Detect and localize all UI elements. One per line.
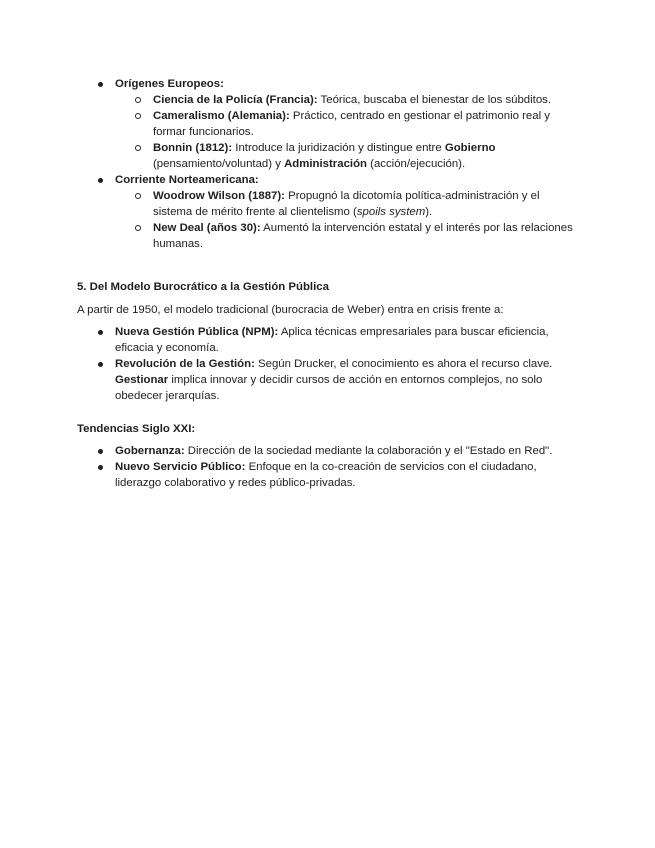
europe-sublist [115,92,575,172]
trends-title: Tendencias Siglo XXI: [77,423,196,435]
item-term: Revolución de la Gestión: [115,358,255,370]
item-desc: Propugnó la dicotomía política-administración y el sistema de mérito frente al clientelismo ( [153,190,540,218]
origins-list [0,76,655,252]
item-term: New Deal (años 30): [153,222,261,234]
item-bold: Administración [284,158,367,170]
list-item [115,140,575,172]
item-desc: (acción/ejecución). [367,158,466,170]
item-desc: Introduce la juridización y distingue entre [232,142,445,154]
trends-list [0,443,655,491]
origins-europe-label: Orígenes Europeos: [115,78,224,90]
item-desc: Aumentó la intervención estatal y el interés por las relaciones humanas. [153,222,573,250]
item-desc: Aplica técnicas empresariales para buscar eficiencia, eficacia y economía. [115,326,549,354]
trends-list-wrap [0,443,655,491]
item-term: Ciencia de la Policía (Francia): [153,94,318,106]
section5-intro: A partir de 1950, el modelo tradicional (burocracia de Weber) entra en crisis frente a: [77,304,504,316]
list-item [115,220,575,252]
item-italic: spoils system [356,206,426,218]
section5-list-wrap [0,324,655,404]
item-term: Cameralismo (Alemania): [153,110,290,122]
list-item [0,356,655,404]
item-desc: (pensamiento/voluntad) y [153,158,285,170]
item-term: Gobernanza: [115,445,185,457]
section5-list [0,324,655,404]
list-item [0,443,655,459]
item-term: Woodrow Wilson (1887): [153,190,285,202]
item-desc: Según Drucker, el conocimiento es ahora el recurso clave. [254,358,553,370]
item-term: Nuevo Servicio Público: [115,461,246,473]
item-desc: Dirección de la sociedad mediante la colaboración y el "Estado en Red". [184,445,553,457]
list-item [0,324,655,356]
na-sublist [115,188,575,252]
origins-na-label: Corriente Norteamericana: [115,174,259,186]
item-term: Nueva Gestión Pública (NPM): [115,326,279,338]
list-item-origins-north-america [0,172,655,252]
item-desc: Práctico, centrado en gestionar el patrimonio real y formar funcionarios. [153,110,550,138]
item-term: Bonnin (1812): [153,142,233,154]
list-item [115,188,575,220]
section5-title: 5. Del Modelo Burocrático a la Gestión Pública [77,281,329,293]
list-item-origins-europe [0,76,655,172]
origins-section [0,76,655,252]
item-desc: ). [425,206,433,218]
item-desc: implica innovar y decidir cursos de acción en entornos complejos, no solo obedecer jerarquías. [115,374,543,402]
list-item [0,459,655,491]
item-bold: Gestionar [115,374,169,386]
list-item [115,92,575,108]
item-desc: Teórica, buscaba el bienestar de los súbditos. [317,94,552,106]
item-bold: Gobierno [444,142,496,154]
list-item [115,108,575,140]
item-desc: Enfoque en la co-creación de servicios con el ciudadano, liderazgo colaborativo y redes público-privadas. [115,461,537,489]
